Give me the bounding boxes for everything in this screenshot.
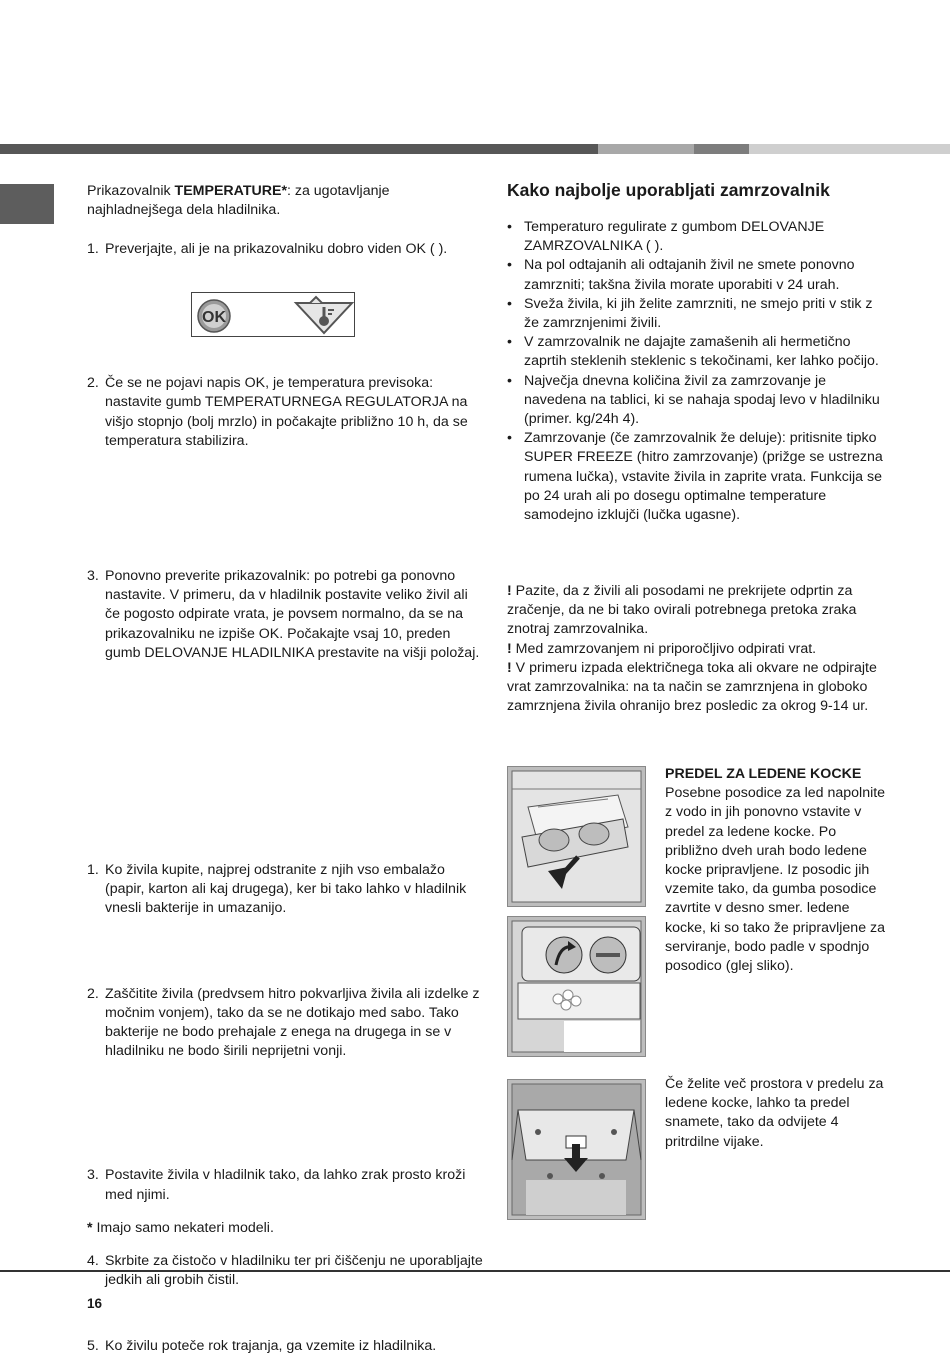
warning-text: V primeru izpada električnega toka ali okvare ne odpirajte vrat zamrzovalnika: na ta način se zamrznjena in globoko zamrznjena živila ohranijo brez posledic za okrog 9-14 ur. [507, 659, 877, 715]
compartment-screws-illustration [508, 1080, 645, 1219]
tip-2 [87, 985, 483, 1062]
bullet-item [507, 429, 887, 525]
bullet-item [507, 256, 887, 294]
ice-tray-removal-figure [507, 766, 646, 907]
tip-text: Ko živilu poteče rok trajanja, ga vzemite iz hladilnika. [105, 1338, 437, 1355]
ice-compartment-removal-figure [507, 1079, 646, 1220]
step-3 [87, 567, 483, 663]
bullet-mark: • [507, 295, 512, 312]
freezer-heading [507, 179, 887, 201]
warning-text: Pazite, da z živili ali posodami ne prekrijete odprtin za zračenje, da ne bi tako ovirali potrebnega pretoka zraka znotraj zamrzovalnika. [507, 583, 857, 638]
ok-label: OK [202, 309, 226, 326]
tip-5 [87, 1337, 495, 1356]
footer-rule [0, 1270, 950, 1272]
bullet-item [507, 333, 887, 371]
bullet-mark: • [507, 334, 512, 351]
bullet-item [507, 372, 887, 430]
step-text: Preverjajte, ali je na prikazovalniku dobro viden OK ( ). [105, 241, 448, 257]
warning-2 [507, 640, 887, 659]
warning-3 [507, 659, 887, 717]
footnote-star: * [87, 1220, 93, 1236]
warning-1 [507, 582, 887, 640]
step-number: 1. [87, 241, 99, 257]
header-bar-mid [598, 144, 694, 154]
tip-number: 4. [87, 1252, 99, 1269]
bullet-mark: • [507, 219, 512, 235]
freezer-bullets [507, 218, 887, 525]
step-1 [87, 240, 483, 259]
bullet-item [507, 295, 887, 333]
tip-number: 5. [87, 1338, 99, 1355]
header-bar-dark [0, 144, 598, 154]
step-text: Če se ne pojavi napis OK, je temperatura previsoka: nastavite gumb TEMPERATURNEGA REGULATORJA na višjo stopnjo (bolj mrzlo) in počakajte približno 10 h, da se temperatura stabilizira. [105, 375, 468, 449]
warning-mark: ! [507, 583, 512, 599]
bullet-mark: • [507, 430, 512, 447]
ice-twist-illustration [508, 917, 645, 1056]
warning-mark: ! [507, 659, 512, 676]
bullet-text: Največja dnevna količina živil za zamrzovanje je navedena na tablici, ki se nahaja spodaj levo v hladilniku (primer. kg/24h 4). [524, 372, 880, 428]
step-number: 3. [87, 568, 99, 585]
intro-text: Prikazovalnik [87, 183, 175, 199]
footnote [87, 1219, 465, 1238]
header-bar-light [749, 144, 950, 154]
tip-text: Ko živila kupite, najprej odstranite z njih vso embalažo (papir, karton ali kaj drugega), ker bi tako lahko v hladilnik vnesli bakterije in umazanijo. [105, 862, 467, 917]
more-space-text: Če želite več prostora v predelu za ledene kocke, lahko ta predel snamete, tako da odvijete 4 pritrdilne vijake. [665, 1076, 884, 1150]
intro-text-end: : za ugotavljanje najhladnejšega dela hladilnika. [87, 183, 390, 219]
tip-text: Skrbite za čistočo v hladilniku ter pri čiščenju ne uporabljajte jedkih ali grobih čistil. [105, 1252, 483, 1289]
footnote-text: Imajo samo nekateri modeli. [92, 1220, 274, 1236]
ok-display-icon [192, 293, 356, 338]
bullet-text: Sveža živila, ki jih želite zamrzniti, ne smejo priti v stik z že zamrznjenimi živili. [524, 295, 873, 332]
header-bar-mid2 [694, 144, 749, 154]
tip-text: Postavite živila v hladilnik tako, da lahko zrak prosto kroži med njimi. [105, 1167, 466, 1203]
ice-cube-section [665, 765, 887, 976]
more-space-note [665, 1075, 887, 1152]
tip-number: 2. [87, 985, 99, 1002]
bullet-item [507, 218, 887, 256]
tip-text: Zaščitite živila (predvsem hitro pokvarljiva živila ali izdelke z močnim vonjem), tako da se ne dotikajo med sabo. Tako bakterije ne bodo prehajale z enega na drugega in se v hladilniku ne bodo širili neprijetni vonji. [105, 985, 480, 1060]
bullet-text: Na pol odtajanih ali odtajanih živil ne smete ponovno zamrzniti; takšna živila morate uporabiti v 24 urah. [524, 257, 855, 293]
step-number: 2. [87, 375, 99, 392]
bullet-text: Temperaturo regulirate z gumbom DELOVANJE ZAMRZOVALNIKA ( ). [524, 219, 825, 255]
ice-tray-twist-figure [507, 916, 646, 1057]
bullet-text: V zamrzovalnik ne dajajte zamašenih ali hermetično zaprtih steklenih steklenic s tekočinami, ker lahko počijo. [524, 334, 879, 370]
tip-3 [87, 1166, 483, 1204]
section-tab [0, 184, 54, 224]
step-text: Ponovno preverite prikazovalnik: po potrebi ga ponovno nastavite. V primeru, da v hladilnik postavite veliko živil ali če pogosto odpirate vrata, je povsem normalno, da se na prikazovalniku ne izpiše OK. Počakajte vsaj 10, preden gumb DELOVANJE HLADILNIKA prestavite na višji položaj. [105, 568, 480, 661]
display-intro [87, 182, 465, 220]
ice-title: PREDEL ZA LEDENE KOCKE [665, 766, 862, 782]
tip-number: 1. [87, 862, 99, 879]
step-2 [87, 374, 483, 451]
temperature-display-illustration [191, 292, 355, 337]
bullet-text: Zamrzovanje (če zamrzovalnik že deluje): pritisnite tipko SUPER FREEZE (hitro zamrzovanje) (prižge se ustrezna rumena lučka), vstavite živila in zaprite vrata. Funkcija se po 24 urah ali po dosegu optimalne temperature samodejno izklujči (lučka ugasne). [524, 430, 883, 524]
tip-1 [87, 861, 483, 919]
intro-bold: TEMPERATURE* [174, 183, 287, 199]
warning-text: Med zamrzovanjem ni priporočljivo odpirati vrat. [511, 640, 817, 657]
page-number: 16 [87, 1296, 103, 1311]
heading-text: Kako najbolje uporabljati zamrzovalnik [507, 180, 830, 200]
bullet-mark: • [507, 257, 512, 274]
bullet-mark: • [507, 372, 512, 389]
tip-number: 3. [87, 1167, 99, 1184]
ice-tray-illustration [508, 767, 645, 906]
warning-mark: ! [507, 640, 512, 657]
header-bar [0, 144, 950, 154]
freezer-warnings [507, 582, 887, 716]
ice-text: Posebne posodice za led napolnite z vodo in jih ponovno vstavite v predel za ledene kocke. Po približno dveh urah bodo ledene kocke pripravljene. Iz posodic jih vzemite tako, da gumba posodice zavrtite v desno smer. ledene kocke, ki so tako že pripravljene za serviranje, bodo padle v spodnjo posodico (glej sliko). [665, 785, 886, 975]
